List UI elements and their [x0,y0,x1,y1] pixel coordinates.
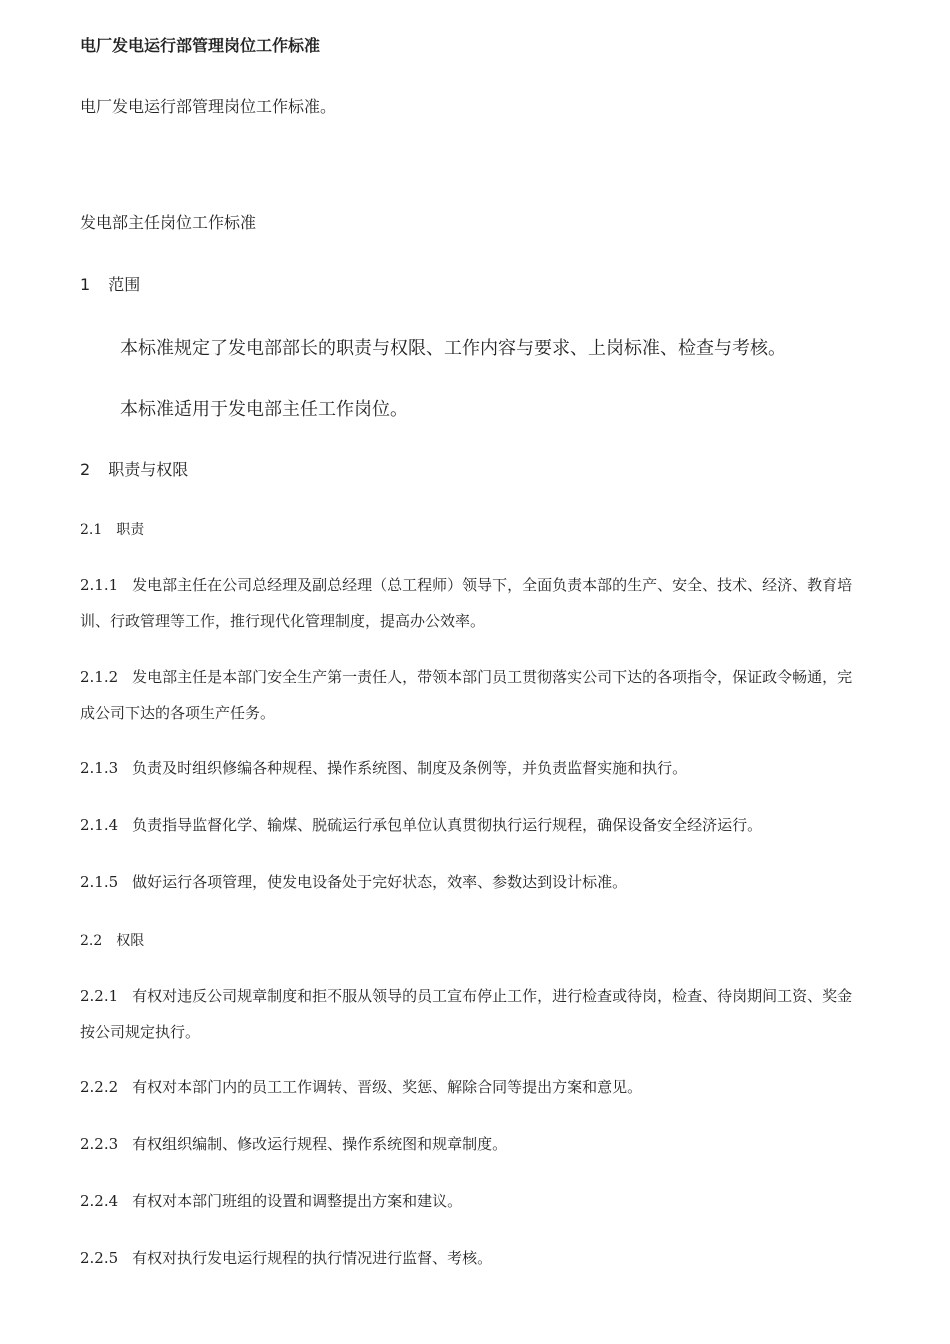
clause-item [80,659,865,731]
subheading-duties [80,519,144,539]
clause-text: 做好运行各项管理，使发电设备处于完好状态，效率、参数达到设计标准。 [132,873,628,891]
doc-subtitle: 电厂发电运行部管理岗位工作标准。 [80,97,337,116]
subheading-number: 2.1 [80,522,103,538]
clause-text: 负责及时组织修编各种规程、操作系统图、制度及条例等，并负责监督实施和执行。 [132,759,688,777]
clause-number: 2.2.2 [80,1078,119,1096]
clause-number: 2.2.1 [80,987,119,1005]
clause-item [80,1069,865,1105]
clause-text: 有权对违反公司规章制度和拒不服从领导的员工宣布停止工作，进行检查或待岗，检查、待岗期间工资、奖金按公司规定执行。 [80,987,853,1041]
heading-label: 职责与权限 [108,460,189,479]
clause-item [80,1126,865,1162]
clause-number: 2.2.3 [80,1135,119,1153]
heading-number: 1 [80,275,91,294]
clause-text: 有权对执行发电运行规程的执行情况进行监督、考核。 [132,1249,493,1267]
clause-number: 2.1.4 [80,816,119,834]
heading-label: 范围 [108,275,141,294]
clause-number: 2.2.5 [80,1249,119,1267]
clause-number: 2.1.5 [80,873,119,891]
clause-number: 2.2.4 [80,1192,119,1210]
clause-item [80,1183,865,1219]
clause-item [80,1240,865,1276]
clause-text: 有权对本部门班组的设置和调整提出方案和建议。 [132,1192,463,1210]
subheading-number: 2.2 [80,933,103,949]
clause-text: 负责指导监督化学、输煤、脱硫运行承包单位认真贯彻执行运行规程，确保设备安全经济运行。 [132,816,763,834]
clause-text: 发电部主任是本部门安全生产第一责任人，带领本部门员工贯彻落实公司下达的各项指令，保证政令畅通，完成公司下达的各项生产任务。 [80,668,853,722]
subheading-label: 权限 [116,933,145,949]
clause-text: 发电部主任在公司总经理及副总经理（总工程师）领导下，全面负责本部的生产、安全、技术、经济、教育培训、行政管理等工作，推行现代化管理制度，提高办公效率。 [80,576,853,630]
clause-item [80,978,865,1050]
clause-number: 2.1.2 [80,668,119,686]
clause-number: 2.1.1 [80,576,119,594]
clause-text: 有权对本部门内的员工工作调转、晋级、奖惩、解除合同等提出方案和意见。 [132,1078,643,1096]
clause-item [80,807,865,843]
heading-number: 2 [80,460,91,479]
clause-item [80,750,865,786]
clause-item [80,864,865,900]
clause-item [80,567,865,639]
heading-scope [80,272,140,295]
clause-number: 2.1.3 [80,759,119,777]
clause-text: 有权组织编制、修改运行规程、操作系统图和规章制度。 [132,1135,508,1153]
scope-paragraph: 本标准适用于发电部主任工作岗位。 [120,399,408,420]
subheading-rights [80,930,144,950]
section-title: 发电部主任岗位工作标准 [80,213,257,232]
heading-duties-rights [80,457,188,480]
subheading-label: 职责 [116,522,145,538]
scope-paragraph: 本标准规定了发电部部长的职责与权限、工作内容与要求、上岗标准、检查与考核。 [120,338,786,359]
doc-title: 电厂发电运行部管理岗位工作标准 [80,36,321,55]
